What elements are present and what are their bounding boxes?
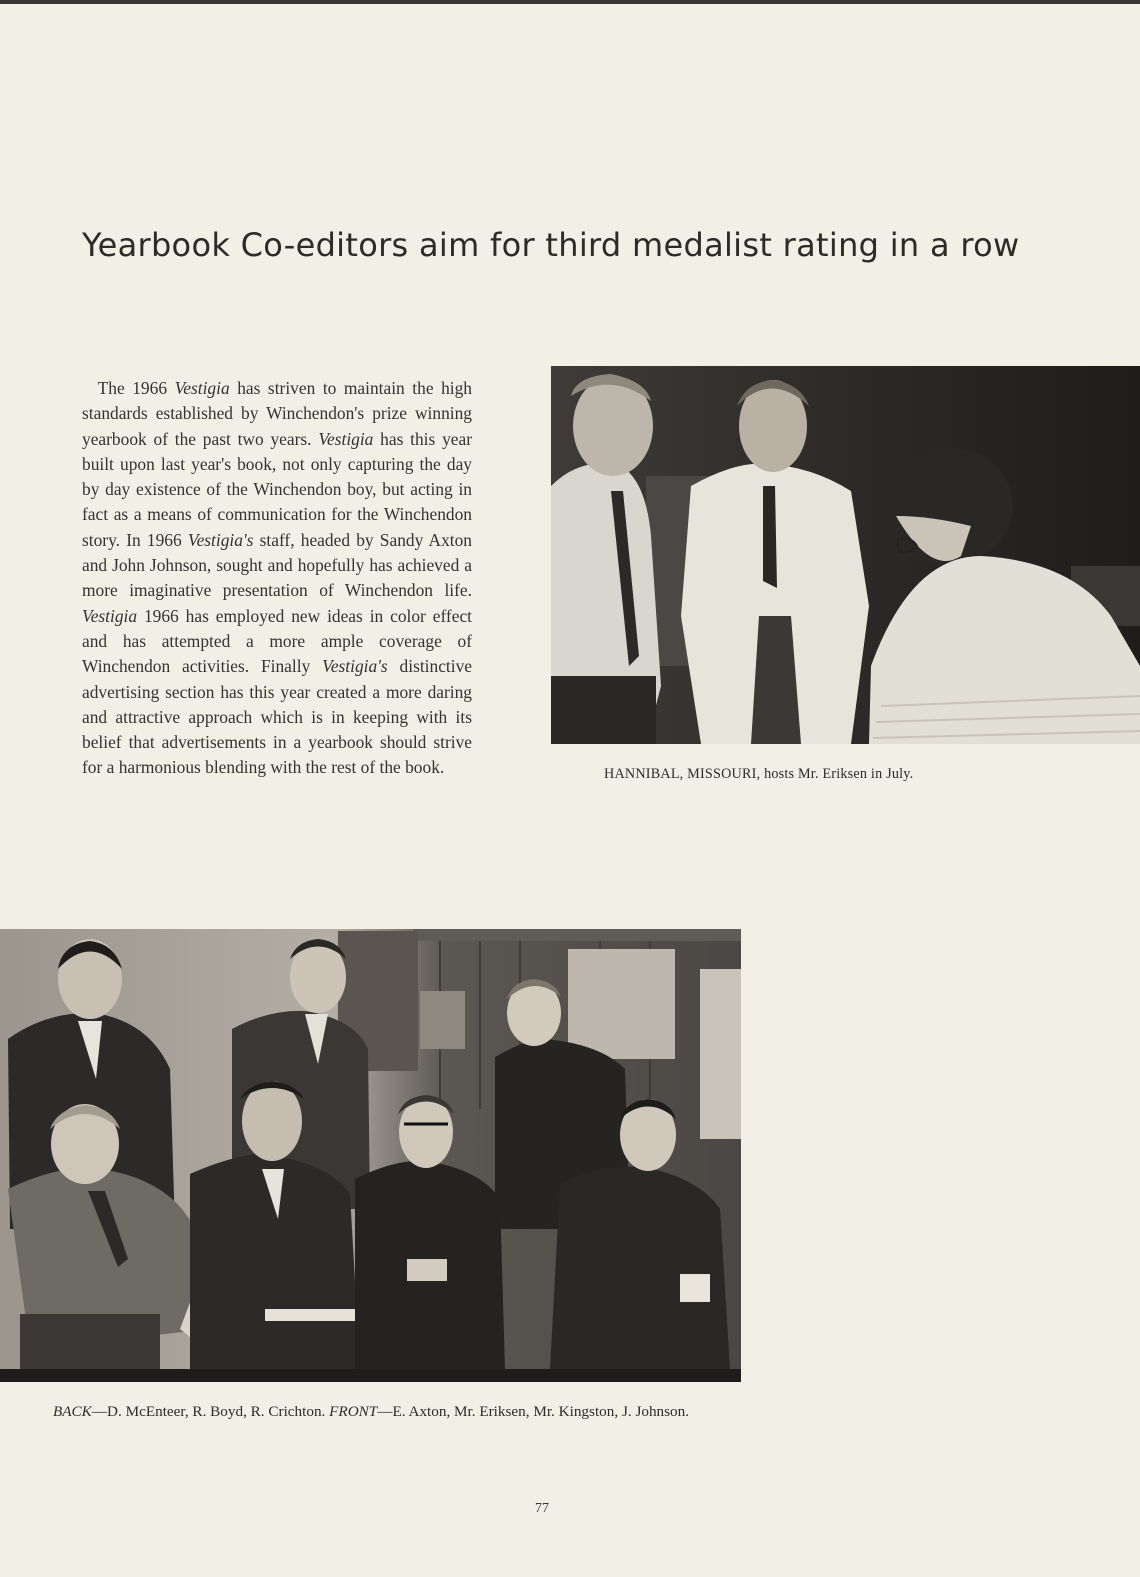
caption-front-names: —E. Axton, Mr. Eriksen, Mr. Kingston, J. Johnson.: [377, 1403, 690, 1420]
article-text-2: has striven to maintain the high standards established by Winchendon's prize winning yearbook of the past two years.: [82, 378, 473, 449]
publication-name-5: Vestigia's: [322, 656, 388, 677]
hannibal-photo-caption: HANNIBAL, MISSOURI, hosts Mr. Eriksen in July.: [604, 766, 914, 782]
page-number: 77: [535, 1501, 549, 1516]
publication-name-1: Vestigia: [174, 378, 230, 398]
article-text-1: The 1966: [97, 378, 175, 398]
article-text-5: 1966 has employed new ideas in color effect and has attempted a more ample coverage of Winchendon activities. Finally: [82, 605, 472, 677]
publication-name-2: Vestigia: [318, 428, 374, 449]
yearbook-staff-photo: [0, 929, 741, 1382]
hannibal-photo-image: [551, 366, 1140, 744]
article-text-4: staff, headed by Sandy Axton and John Johnson, sought and hopefully has achieved a more imaginative presentation of Winchendon life.: [82, 529, 472, 601]
publication-name-3: Vestigia's: [187, 529, 254, 550]
article-text-6: distinctive advertising section has this year created a more daring and attractive approach which is in keeping with its belief that advertisements in a yearbook should strive for a harmonious blending with the rest of the book.: [82, 656, 472, 778]
page-headline: Yearbook Co-editors aim for third medalist rating in a row: [82, 226, 1020, 264]
caption-front-label: FRONT: [329, 1403, 378, 1420]
publication-name-4: Vestigia: [82, 605, 138, 626]
caption-back-label: BACK: [53, 1403, 92, 1420]
yearbook-staff-caption: [53, 1401, 741, 1422]
hannibal-photo: [551, 366, 1140, 744]
caption-back-names: —D. McEnteer, R. Boyd, R. Crichton.: [91, 1403, 330, 1420]
article-text-3: has this year built upon last year's book, not only capturing the day by day existence of the Winchendon boy, but acting in fact as a means of communication for the Winchendon story. In 1966: [82, 428, 472, 550]
page-top-edge: [0, 0, 1140, 4]
yearbook-staff-photo-image: [0, 929, 741, 1382]
article-body: [82, 376, 472, 781]
